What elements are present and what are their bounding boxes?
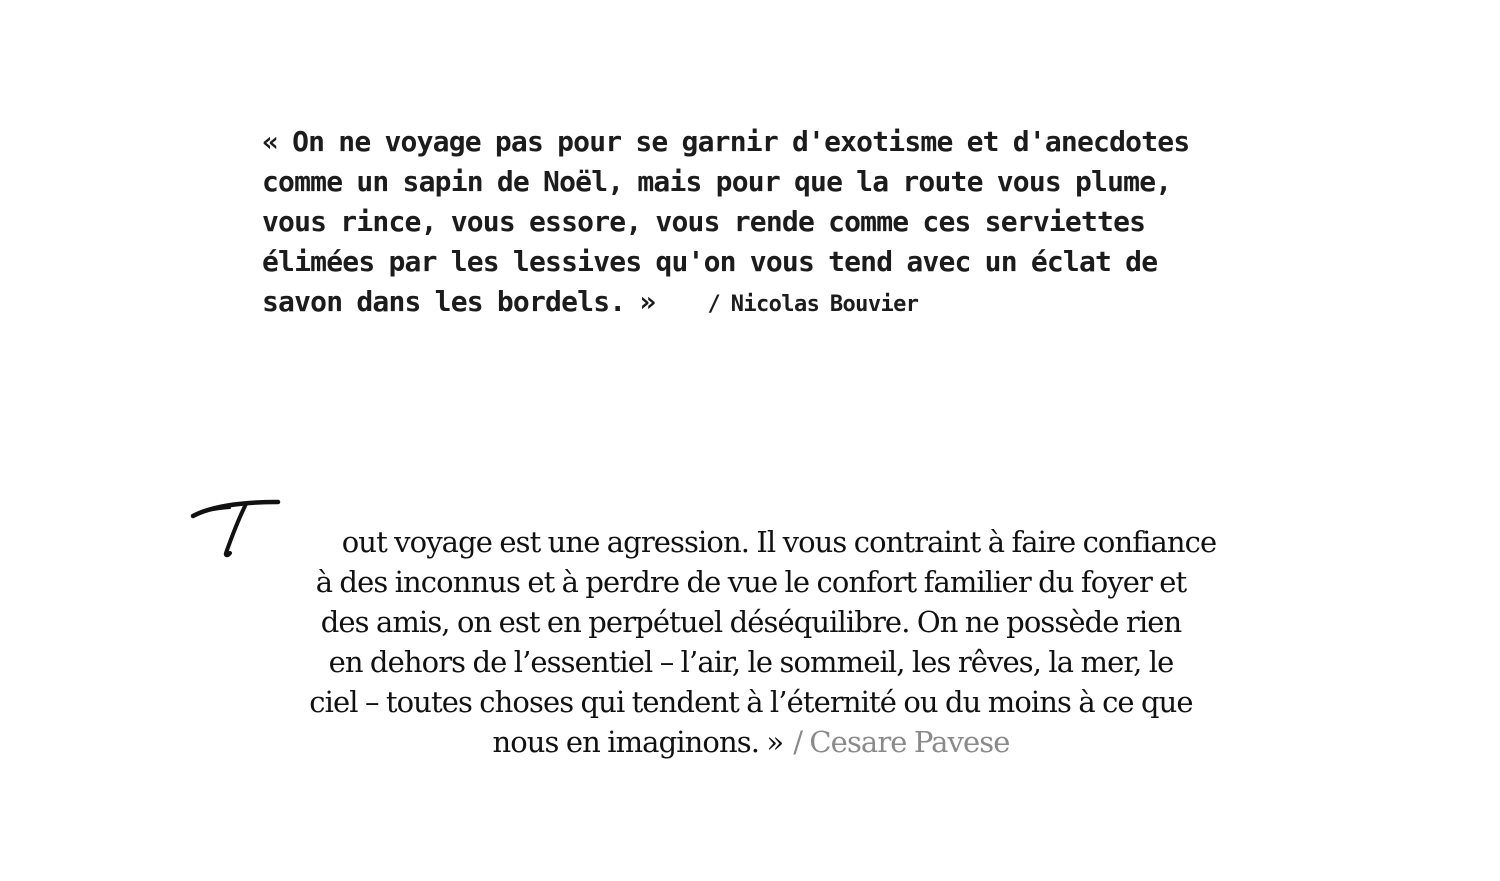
quote-body (190, 522, 1312, 762)
quote-line: ciel – toutes choses qui tendent à l’éternité ou du moins à ce que (309, 685, 1193, 719)
quote-line-last (190, 722, 1312, 762)
quote-line: « On ne voyage pas pour se garnir d'exotisme et d'anecdotes (262, 125, 1190, 158)
quote-line-text: nous en imaginons. » (492, 725, 784, 759)
quote-line: out voyage est une agression. Il vous contraint à faire confiance (341, 525, 1217, 559)
quote-author-cesare-pavese: / Cesare Pavese (793, 725, 1010, 759)
quote-line: élimées par les lessives qu'on vous tend avec un éclat de (262, 245, 1158, 278)
quote-line: vous rince, vous essore, vous rende comme ces serviettes (262, 205, 1146, 238)
quote-line: en dehors de l’essentiel – l’air, le sommeil, les rêves, la mer, le (328, 645, 1174, 679)
quote-line: des amis, on est en perpétuel déséquilibre. On ne possède rien (320, 605, 1182, 639)
quote-line: à des inconnus et à perdre de vue le confort familier du foyer et (315, 565, 1187, 599)
quote-line-last (262, 282, 1222, 325)
quote-line-text: savon dans les bordels. » (262, 285, 656, 318)
quote-nicolas-bouvier (262, 122, 1222, 325)
quote-author-nicolas-bouvier: / Nicolas Bouvier (707, 292, 919, 317)
quote-line: comme un sapin de Noël, mais pour que la route vous plume, (262, 165, 1172, 198)
